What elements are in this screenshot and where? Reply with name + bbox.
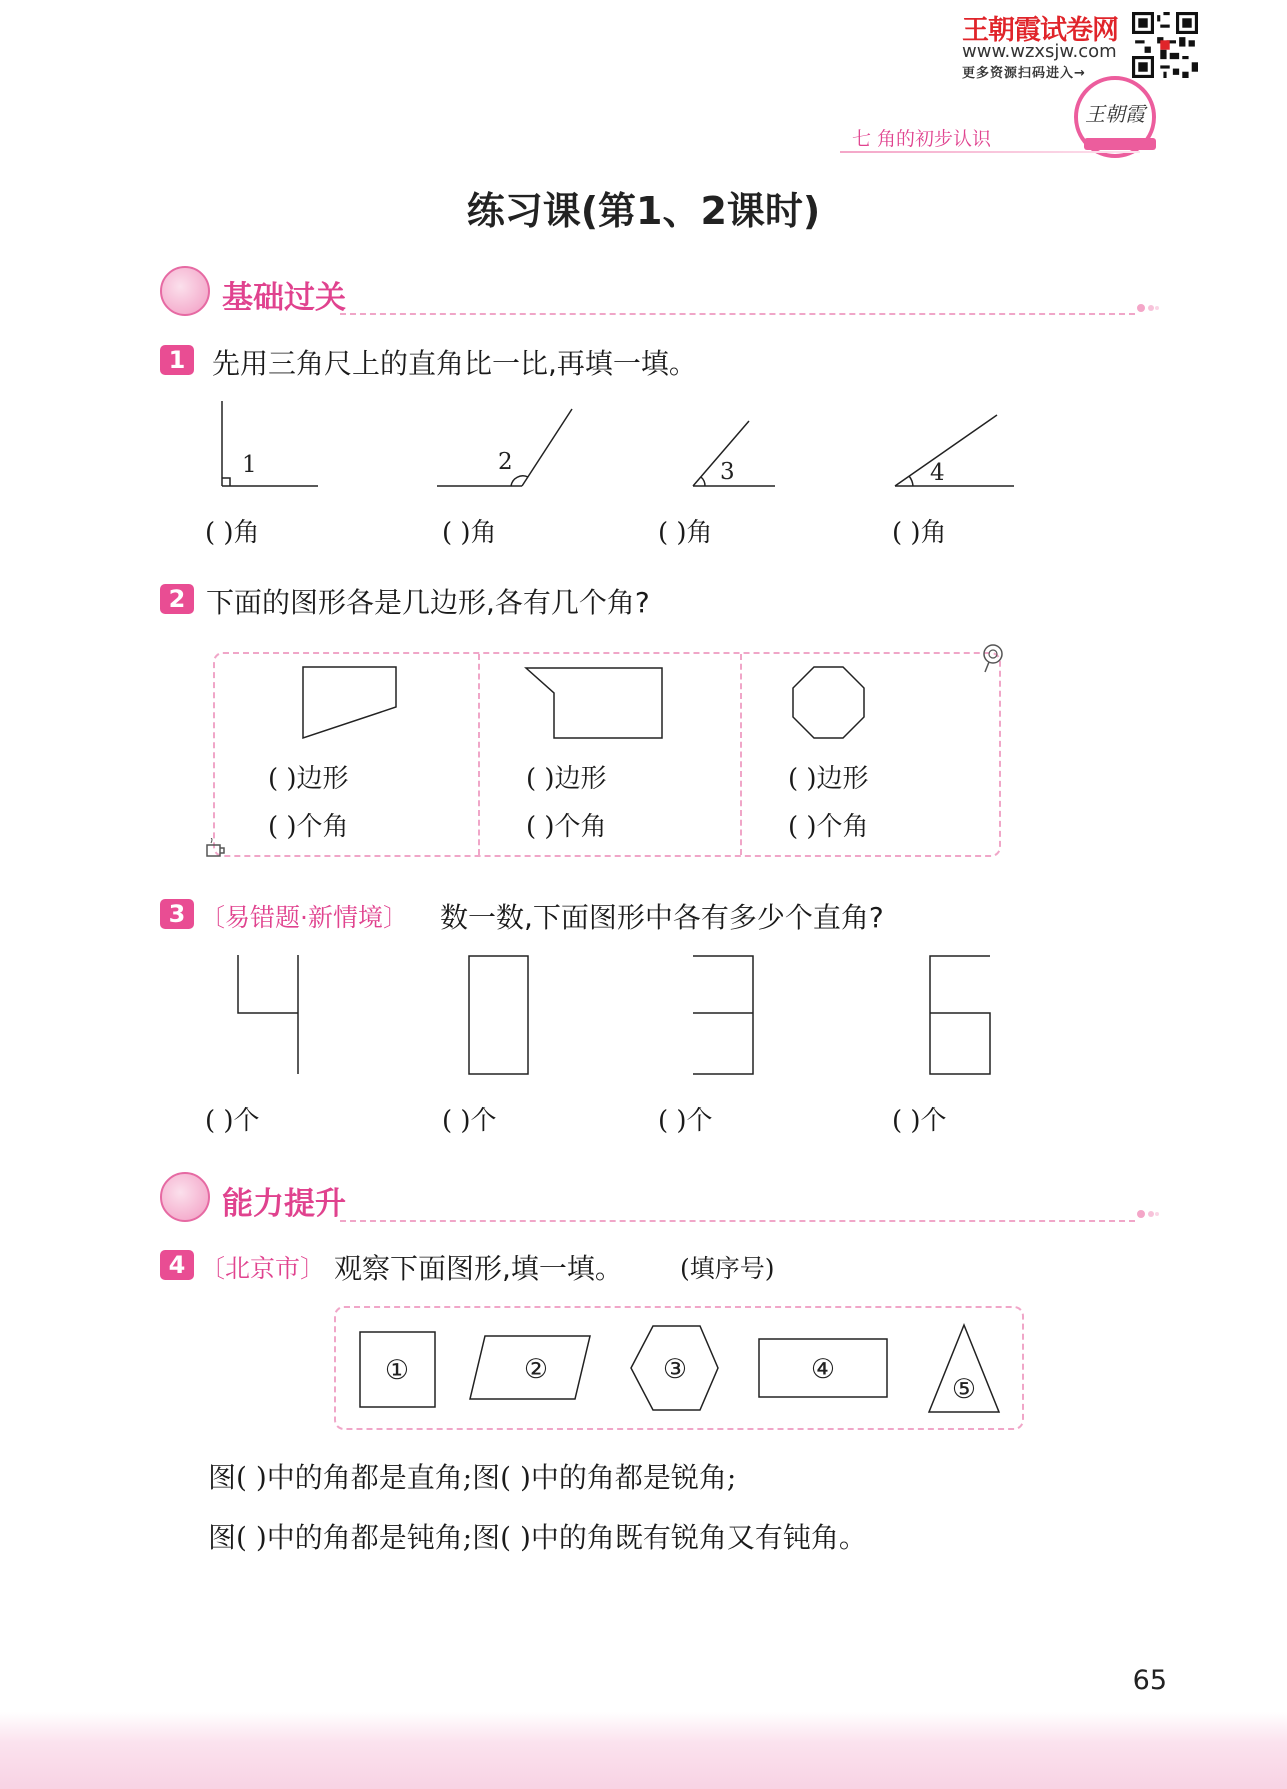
section-divider [340, 1220, 1135, 1222]
dots-icon [1136, 302, 1160, 314]
angle-figures [200, 395, 1050, 495]
bottom-band [0, 1712, 1287, 1789]
chapter-label: 七 角的初步认识 [852, 128, 992, 150]
section-divider [340, 313, 1135, 315]
girl-avatar-icon [160, 266, 210, 316]
shape-number: ③ [662, 1354, 688, 1385]
question-text: 数一数,下面图形中各有多少个直角? [440, 901, 884, 934]
angle-label: 4 [930, 460, 945, 486]
brand-more-text: 更多资源扫码进入→ [962, 66, 1086, 81]
answer-blank[interactable]: ( )角 [892, 518, 947, 548]
shape-number: ① [384, 1355, 410, 1386]
answer-blank[interactable]: ( )个 [442, 1106, 497, 1136]
seal-text: 王朝霞 [1085, 102, 1145, 126]
answer-blank[interactable]: ( )个 [892, 1106, 947, 1136]
section-title-basic: 基础过关 [222, 280, 346, 316]
answer-blank[interactable]: ( )个 [205, 1106, 260, 1136]
answer-blank[interactable]: ( )边形 [526, 764, 607, 794]
answer-blank[interactable]: ( )角 [658, 518, 713, 548]
question-text: 先用三角尺上的直角比一比,再填一填。 [212, 347, 697, 380]
shape-number: ④ [810, 1354, 836, 1385]
answer-blank[interactable]: ( )边形 [268, 764, 349, 794]
answer-blank[interactable]: ( )角 [442, 518, 497, 548]
right-angle-figures [200, 950, 1020, 1080]
question-number: 2 [160, 584, 194, 614]
question-number: 1 [160, 345, 194, 375]
numbered-shapes [334, 1306, 1024, 1430]
boy-avatar-icon [160, 1172, 210, 1222]
brand-title: 王朝霞试卷网 [962, 15, 1118, 46]
qr-code-icon[interactable] [1132, 12, 1198, 78]
answer-blank[interactable]: ( )个 [658, 1106, 713, 1136]
section-title-advanced: 能力提升 [222, 1186, 346, 1222]
polygon-figures [213, 652, 1001, 762]
angle-label: 3 [720, 459, 735, 485]
brand-url[interactable]: www.wzxsjw.com [962, 41, 1117, 62]
angle-label: 1 [242, 452, 257, 478]
answer-blank[interactable]: ( )个角 [788, 812, 869, 842]
fill-line-2[interactable]: 图( )中的角都是钝角;图( )中的角既有锐角又有钝角。 [208, 1521, 867, 1554]
question-number: 4 [160, 1250, 194, 1280]
question-tag: 〔北京市〕 [200, 1254, 326, 1283]
question-text: 观察下面图形,填一填。 [334, 1252, 623, 1285]
shape-number: ② [523, 1354, 549, 1385]
answer-blank[interactable]: ( )边形 [788, 764, 869, 794]
page-number: 65 [1132, 1665, 1167, 1696]
angle-label: 2 [498, 449, 513, 475]
answer-blank[interactable]: ( )个角 [268, 812, 349, 842]
question-number: 3 [160, 899, 194, 929]
answer-blank[interactable]: ( )角 [205, 518, 260, 548]
question-text: 下面的图形各是几边形,各有几个角? [206, 586, 650, 619]
question-tag: 〔易错题·新情境〕 [200, 903, 408, 932]
chapter-underline [840, 151, 1140, 153]
dots-icon [1136, 1208, 1160, 1220]
cup-icon [204, 838, 230, 860]
seal-ribbon [1084, 138, 1156, 150]
answer-blank[interactable]: ( )个角 [526, 812, 607, 842]
lesson-title: 练习课(第1、2课时) [466, 189, 821, 233]
question-hint: (填序号) [680, 1254, 775, 1283]
fill-line-1[interactable]: 图( )中的角都是直角;图( )中的角都是锐角; [208, 1461, 737, 1494]
shape-number: ⑤ [951, 1374, 977, 1405]
